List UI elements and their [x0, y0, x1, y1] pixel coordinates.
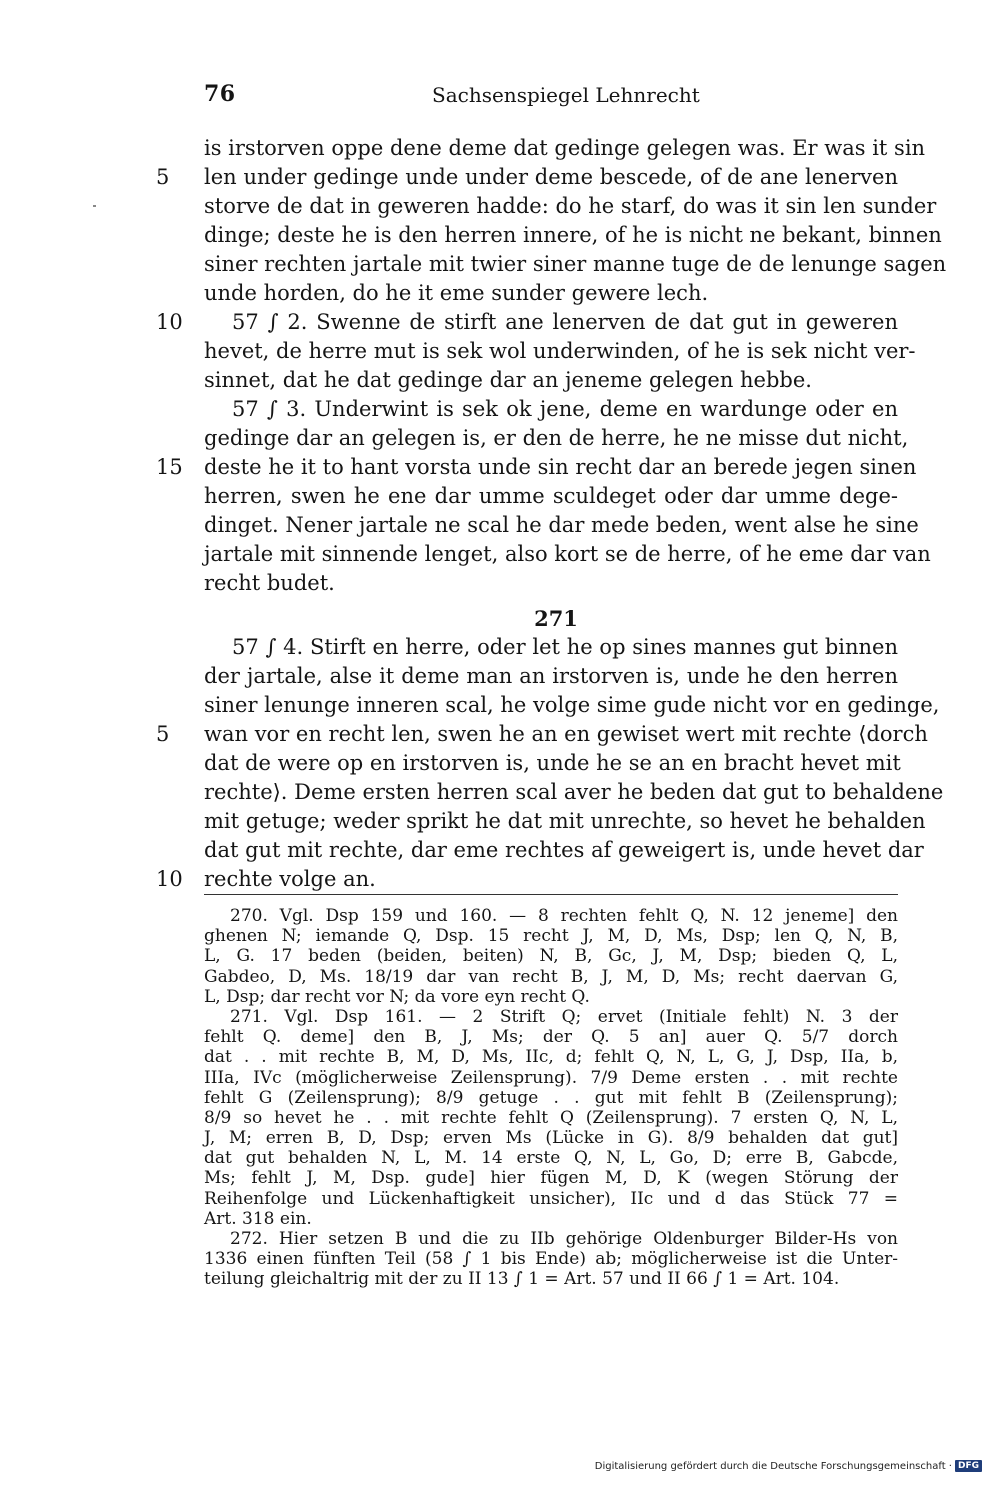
section-number: 271 — [534, 606, 578, 631]
footnote-rule — [204, 894, 898, 895]
funding-notice: Digitalisierung gefördert durch die Deutsche Forschungsgemeinschaft · — [594, 1460, 952, 1472]
note-text: 270. Vgl. Dsp 159 und 160. — 8 rechten fehlt Q, N. 12 jeneme] den — [230, 906, 898, 926]
note-text: fehlt G (Zeilensprung); 8/9 getuge . . gut mit fehlt B (Zeilensprung); — [204, 1087, 898, 1108]
text-line — [204, 633, 898, 662]
note-text: fehlt Q. deme] den B, J, Ms; der Q. 5 an] auer Q. 5/7 dorch — [204, 1027, 898, 1048]
note-text: Gabdeo, D, Ms. 18/19 dar van recht B, J, M, D, Ms; recht daervan G, — [204, 966, 898, 987]
text-line — [156, 865, 898, 894]
note-line — [204, 1027, 898, 1047]
main-text — [156, 134, 947, 894]
text-line — [156, 163, 898, 192]
line-text: 57 ∫ 4. Stirft en herre, oder let he op sines mannes gut binnen — [232, 635, 898, 659]
note-text: 271. Vgl. Dsp 161. — 2 Strift Q; ervet (Initiale fehlt) N. 3 der — [230, 1006, 898, 1027]
note-text: ghenen N; iemande Q, Dsp. 15 recht J, M, D, Ms, Dsp; len Q, N, B, — [204, 926, 898, 947]
dfg-logo: DFG — [955, 1460, 982, 1472]
page-footer — [595, 1460, 982, 1472]
note-line — [204, 987, 898, 1007]
line-text: rechte⟩. Deme ersten herren scal aver he beden dat gut to behaldene — [204, 780, 944, 804]
line-text: gedinge dar an gelegen is, er den de herre, he ne misse dut nicht, — [204, 426, 909, 450]
text-line — [204, 662, 898, 691]
note-line — [204, 967, 898, 987]
text-line — [204, 337, 916, 366]
line-text: herren, swen he ene dar umme sculdeget oder dar umme dege- — [204, 484, 898, 508]
note-line — [204, 906, 898, 926]
section-270-text — [156, 134, 947, 598]
line-number: 10 — [156, 867, 183, 891]
note-text: Ms; fehlt J, M, Dsp. gude] hier fügen M, D, K (wegen Störung der — [204, 1168, 898, 1189]
line-text: hevet, de herre mut is sek wol underwinden, of he is sek nicht ver- — [204, 339, 916, 363]
running-title: Sachsenspiegel Lehnrecht — [432, 83, 700, 107]
note-line — [204, 1068, 898, 1088]
text-line — [204, 836, 924, 865]
line-text: storve de dat in geweren hadde: do he starf, do was it sin len sunder — [204, 194, 937, 218]
note-line — [204, 926, 898, 946]
note-text: dat gut behalden N, L, M. 14 erste Q, N, L, Go, D; erre B, Gabcde, — [204, 1148, 898, 1169]
line-text: dinget. Nener jartale ne scal he dar mede beden, went alse he sine — [204, 513, 919, 537]
text-line — [204, 482, 898, 511]
note-text: Reihenfolge und Lückenhaftigkeit unsicher), IIc und d das Stück 77 = — [204, 1188, 898, 1209]
note-text: J, M; erren B, D, Dsp; erven Ms (Lücke in G). 8/9 behalden dat gut] — [204, 1128, 898, 1149]
line-text: len under gedinge unde under deme bescede, of de ane lenerven — [204, 165, 898, 189]
line-text: unde horden, do he it eme sunder gewere lech. — [204, 281, 709, 305]
text-line — [204, 192, 937, 221]
note-line — [204, 1108, 898, 1128]
text-line — [204, 691, 940, 720]
text-line — [204, 540, 931, 569]
line-text: 57 ∫ 2. Swenne de stirft ane lenerven de dat gut in geweren — [232, 310, 898, 334]
note-text: L, Dsp; dar recht vor N; da vore eyn recht Q. — [204, 986, 590, 1007]
note-text: 272. Hier setzen B und die zu IIb gehörige Oldenburger Bilder-Hs von — [230, 1229, 898, 1249]
text-line — [156, 308, 898, 337]
text-line — [204, 134, 926, 163]
line-text: sinnet, dat he dat gedinge dar an jeneme gelegen hebbe. — [204, 368, 812, 392]
text-line — [204, 250, 947, 279]
note-line — [204, 1209, 898, 1229]
note-text: dat . . mit rechte B, M, D, Ms, IIc, d; fehlt Q, N, L, G, J, Dsp, IIa, b, — [204, 1047, 898, 1068]
text-line — [204, 511, 919, 540]
line-number: 10 — [156, 310, 183, 334]
note-line — [204, 1088, 898, 1108]
line-text: dat de were op en irstorven is, unde he se an en bracht hevet mit — [204, 751, 901, 775]
note-line — [204, 1007, 898, 1027]
page-number: 76 — [204, 81, 236, 107]
note-line — [204, 946, 898, 966]
text-line — [204, 395, 898, 424]
text-line — [204, 778, 944, 807]
text-line — [204, 279, 898, 308]
note-line — [204, 1249, 898, 1269]
line-text: 57 ∫ 3. Underwint is sek ok jene, deme en wardunge oder en — [232, 397, 898, 421]
line-text: dat gut mit rechte, dar eme rechtes af geweigert is, unde hevet dar — [204, 838, 924, 862]
critical-apparatus — [204, 906, 898, 1290]
line-text: deste he it to hant vorsta unde sin recht dar an berede jegen sinen — [204, 455, 917, 479]
text-line — [204, 569, 898, 598]
scan-speck — [93, 205, 96, 207]
note-line — [204, 1168, 898, 1188]
note-text: 8/9 so hevet he . . mit rechte fehlt Q (Zeilensprung). 7 ersten Q, N, L, — [204, 1107, 898, 1128]
line-text: rechte volge an. — [204, 867, 376, 891]
line-number: 5 — [156, 165, 170, 189]
note-line — [204, 1269, 898, 1289]
text-line — [204, 749, 901, 778]
line-text: mit getuge; weder sprikt he dat mit unrechte, so hevet he behalden — [204, 809, 926, 833]
line-text: der jartale, alse it deme man an irstorven is, unde he den herren — [204, 664, 898, 688]
line-text: jartale mit sinnende lenget, also kort se de herre, of he eme dar van — [204, 542, 931, 566]
text-line — [156, 720, 928, 749]
text-line — [204, 424, 909, 453]
note-line — [204, 1128, 898, 1148]
note-line — [204, 1148, 898, 1168]
text-line — [156, 453, 917, 482]
line-text: siner rechten jartale mit twier siner manne tuge de de lenunge sagen — [204, 252, 947, 276]
text-line — [204, 221, 942, 250]
line-text: dinge; deste he is den herren innere, of he is nicht ne bekant, binnen — [204, 223, 942, 247]
line-text: wan vor en recht len, swen he an en gewiset wert mit rechte ⟨dorch — [204, 722, 928, 746]
note-text: teilung gleichaltrig mit der zu II 13 ∫ 1 = Art. 57 und II 66 ∫ 1 = Art. 104. — [204, 1269, 840, 1290]
text-line — [204, 366, 898, 395]
note-text: 1336 einen fünften Teil (58 ∫ 1 bis Ende) ab; möglicherweise ist die Unter- — [204, 1249, 898, 1270]
section-271-text — [156, 633, 944, 894]
note-text: Art. 318 ein. — [204, 1208, 312, 1229]
line-text: siner lenunge inneren scal, he volge sime gude nicht vor en gedinge, — [204, 693, 940, 717]
line-text: recht budet. — [204, 571, 335, 595]
note-text: L, G. 17 beden (beiden, beiten) N, B, Gc, J, M, Dsp; bieden Q, L, — [204, 946, 898, 967]
note-text: IIIa, IVc (möglicherweise Zeilensprung). 7/9 Deme ersten . . mit rechte — [204, 1067, 898, 1088]
line-number: 15 — [156, 455, 183, 479]
line-text: is irstorven oppe dene deme dat gedinge gelegen was. Er was it sin — [204, 136, 926, 160]
text-line — [204, 807, 926, 836]
note-line — [204, 1229, 898, 1249]
note-line — [204, 1189, 898, 1209]
line-number: 5 — [156, 722, 170, 746]
note-line — [204, 1047, 898, 1067]
